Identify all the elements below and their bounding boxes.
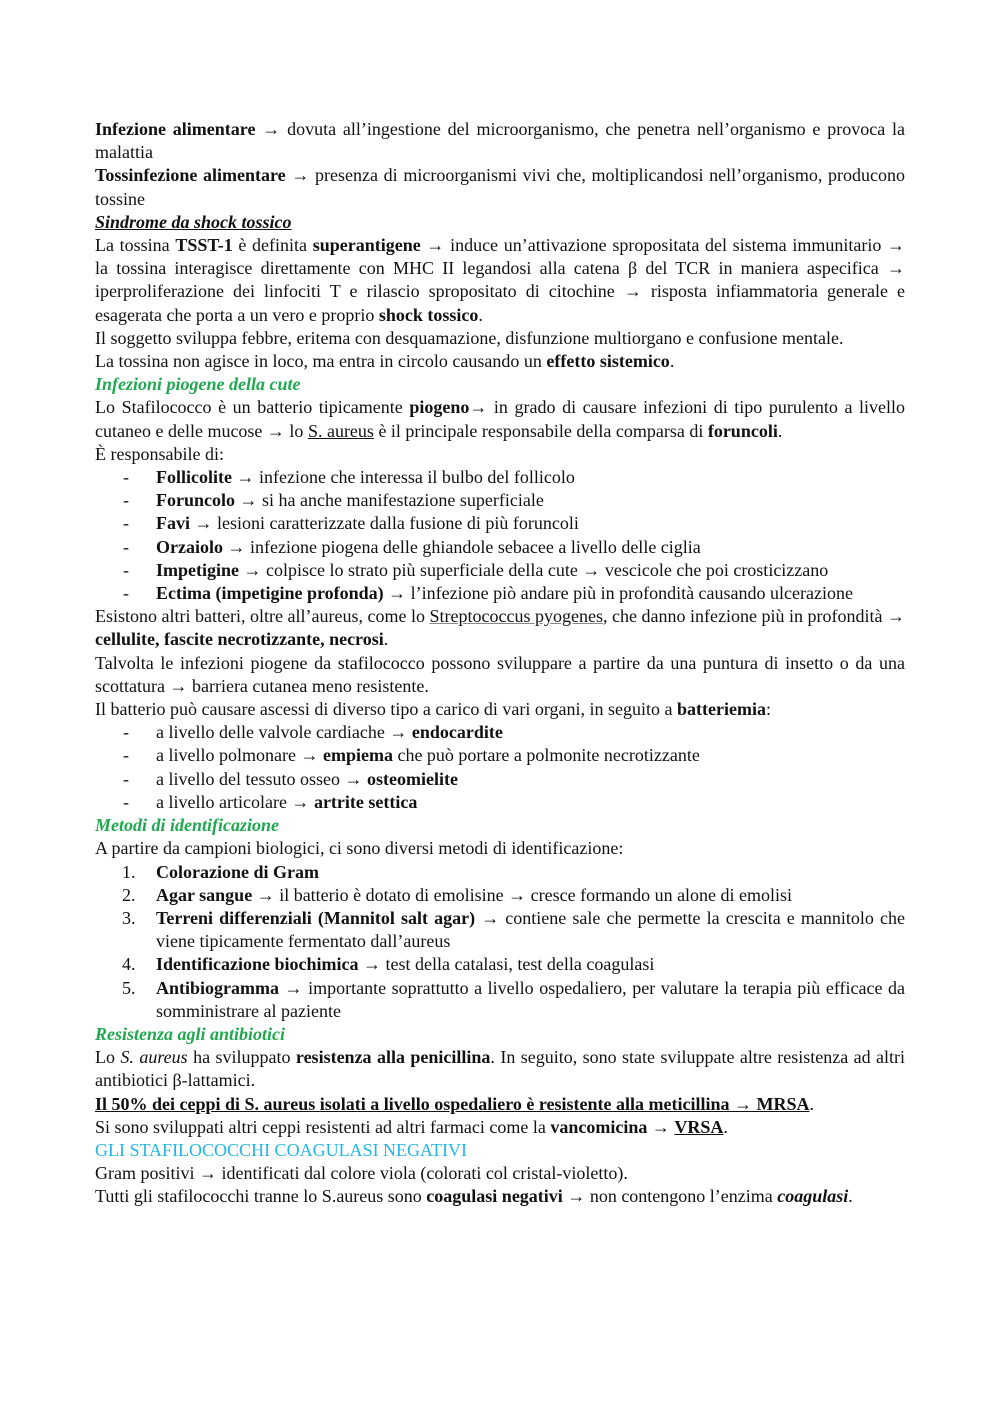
description: → infezione piogena delle ghiandole sebacee a livello delle ciglia [222, 536, 701, 557]
heading-infezioni-piogene: Infezioni piogene della cute [95, 374, 301, 395]
term: Terreni differenziali (Mannitol salt agar) [156, 907, 476, 928]
bold-text: piogeno [409, 397, 470, 418]
description: → lesioni caratterizzate dalla fusione di più foruncoli [190, 513, 579, 534]
list-item [95, 721, 905, 744]
description: a livello polmonare → [156, 745, 323, 766]
paragraph-penicillina [95, 1046, 905, 1092]
term: Foruncolo [156, 490, 235, 511]
term: empiema [322, 745, 393, 766]
text: Tutti gli stafilococchi tranne lo S.aureus sono [95, 1186, 427, 1207]
list-item [95, 512, 905, 535]
text: . [777, 420, 783, 441]
heading-coagulasi-negativi: GLI STAFILOCOCCHI COAGULASI NEGATIVI [95, 1139, 468, 1160]
list-item [95, 768, 905, 791]
list-item [95, 466, 905, 489]
bold-text: superantigene [312, 235, 421, 256]
dash-bullet: - [123, 791, 129, 812]
dash-bullet: - [123, 536, 129, 557]
definition: presenza di microorganismi vivi che, moltiplicandosi nell’organismo, producono tossine [95, 165, 905, 209]
bold-underlined-text: Il 50% dei ceppi di S. aureus isolati a livello ospedaliero è resistente alla meticillina → MRSA [95, 1093, 810, 1114]
underlined-text: S. aureus [307, 420, 374, 441]
bold-text: coagulasi negativi [426, 1186, 563, 1207]
paragraph-mrsa [95, 1093, 905, 1116]
arrow-icon: → [262, 119, 281, 139]
text: Esistono altri batteri, oltre all’aureus, come lo [95, 606, 430, 627]
heading-shock-tossico: Sindrome da shock tossico [95, 211, 292, 232]
text: : [765, 699, 771, 720]
dash-bullet: - [123, 467, 129, 488]
bold-text: TSST-1 [175, 235, 233, 256]
list-number: 3. [122, 907, 136, 928]
list-item [95, 536, 905, 559]
text: . [723, 1116, 728, 1137]
text: . [383, 629, 389, 650]
term: Agar sangue [156, 884, 253, 905]
description: a livello articolare → [156, 791, 314, 812]
definition: dovuta all’ingestione del microorganismo, che penetra nell’organismo e provoca la malattia [95, 119, 905, 163]
paragraph-streptococcus [95, 605, 905, 651]
text: . [669, 351, 675, 372]
underlined-text: Streptococcus pyogenes [429, 606, 603, 627]
list-item [95, 977, 905, 1023]
description: → test della catalasi, test della coagulasi [358, 954, 655, 975]
text: Si sono sviluppati altri ceppi resistenti ad altri farmaci come la [95, 1116, 551, 1137]
paragraph-puntura-insetto: Talvolta le infezioni piogene da stafilococco possono sviluppare a partire da una puntura di insetto o da una scottatura → barriera cutanea meno resistente. [95, 652, 905, 696]
term: osteomielite [366, 768, 458, 789]
text: . [478, 304, 483, 325]
description: → importante soprattutto a livello ospedaliero, per valutare la terapia più efficace da somministrare al paziente [156, 977, 905, 1021]
term: Orzaiolo [156, 536, 223, 557]
description: a livello del tessuto osseo → [156, 768, 367, 789]
description: → si ha anche manifestazione superficiale [235, 490, 544, 511]
list-ascessi [95, 721, 905, 814]
list-number: 2. [122, 884, 136, 905]
bold-text: cellulite, fascite necrotizzante, necrosi [95, 629, 384, 650]
description: → il batterio è dotato di emolisine → cresce formando un alone di emolisi [252, 884, 793, 905]
description: → contiene sale che permette la crescita e mannitolo che viene tipicamente fermentato dall’aureus [156, 907, 905, 952]
list-item [95, 744, 905, 767]
term: artrite settica [313, 791, 418, 812]
paragraph-coagulasi [95, 1185, 905, 1208]
text: Il batterio può causare ascessi di diverso tipo a carico di vari organi, in seguito a [95, 699, 677, 720]
bold-text: vancomicina [550, 1116, 648, 1137]
term: endocardite [411, 722, 503, 743]
paragraph-sintomi: Il soggetto sviluppa febbre, eritema con desquamazione, disfunzione multiorgano e confusione mentale. [95, 327, 844, 348]
paragraph-effetto-sistemico [95, 350, 905, 373]
term: Tossinfezione alimentare [95, 165, 286, 186]
description: a livello delle valvole cardiache → [156, 722, 412, 743]
paragraph-tsst1 [95, 234, 905, 327]
list-item [95, 861, 905, 884]
paragraph-campioni: A partire da campioni biologici, ci sono diversi metodi di identificazione: [95, 838, 624, 859]
description: → infezione che interessa il bulbo del follicolo [231, 467, 575, 488]
bold-text: batteriemia [677, 699, 766, 720]
term: Identificazione biochimica [156, 954, 359, 975]
term: Colorazione di Gram [156, 861, 319, 882]
italic-text: S. aureus [120, 1047, 188, 1068]
text: → [647, 1116, 675, 1137]
text: è definita [232, 235, 313, 256]
heading-resistenza-antibiotici: Resistenza agli antibiotici [95, 1023, 286, 1044]
term: Antibiogramma [156, 977, 279, 998]
bold-text: foruncoli [707, 420, 778, 441]
paragraph-ascessi [95, 698, 905, 721]
text: ha sviluppato [187, 1047, 296, 1068]
dash-bullet: - [123, 745, 129, 766]
bold-italic-text: coagulasi [777, 1186, 849, 1207]
document-page [95, 118, 905, 1209]
dash-bullet: - [123, 583, 129, 604]
list-item [95, 559, 905, 582]
bold-underlined-text: VRSA [674, 1116, 724, 1137]
dash-bullet: - [123, 722, 129, 743]
term: Follicolite [156, 467, 232, 488]
list-item [95, 489, 905, 512]
term: Impetigine [156, 559, 239, 580]
text: Lo [95, 1047, 121, 1068]
paragraph-vrsa [95, 1116, 905, 1139]
paragraph-tossinfezione [95, 164, 905, 210]
text: . In seguito, sono state sviluppate altre resistenza ad altri antibiotici β-lattamici. [95, 1047, 905, 1091]
list-item [95, 884, 905, 907]
list-item [95, 953, 905, 976]
list-metodi [95, 861, 905, 1023]
term: Ectima (impetigine profonda) [156, 583, 384, 604]
text: → in grado di causare infezioni di tipo purulento a livello cutaneo e delle mucose → lo [95, 397, 905, 441]
list-infezioni-cutanee [95, 466, 905, 605]
dash-bullet: - [123, 559, 129, 580]
list-number: 1. [122, 861, 136, 882]
list-item [95, 582, 905, 605]
text: → non contengono l’enzima [562, 1186, 778, 1207]
term: Favi [156, 513, 190, 534]
text: Lo Stafilococco è un batterio tipicamente [95, 397, 410, 418]
arrow-icon: → [291, 165, 310, 186]
paragraph-gram-positivi: Gram positivi → identificati dal colore viola (colorati col cristal-violetto). [95, 1163, 628, 1184]
text: La tossina non agisce in loco, ma entra in circolo causando un [95, 351, 547, 372]
paragraph-responsabile: È responsabile di: [95, 443, 224, 464]
description-tail: che può portare a polmonite necrotizzante [392, 745, 700, 766]
list-number: 5. [122, 977, 136, 998]
term: Infezione alimentare [95, 119, 256, 139]
list-item [95, 791, 905, 814]
bold-text: resistenza alla penicillina [295, 1047, 491, 1068]
paragraph-infezione-alimentare [95, 118, 905, 164]
text: . [809, 1093, 814, 1114]
heading-metodi-identificazione: Metodi di identificazione [95, 815, 279, 836]
description: → colpisce lo strato più superficiale della cute → vescicole che poi crosticizzano [239, 559, 829, 580]
text: La tossina [95, 235, 176, 256]
dash-bullet: - [123, 490, 129, 511]
list-number: 4. [122, 954, 136, 975]
text: . [848, 1186, 853, 1207]
text: , che danno infezione più in profondità → [602, 606, 905, 627]
text: è il principale responsabile della comparsa di [373, 420, 708, 441]
bold-text: shock tossico [378, 304, 479, 325]
text: → induce un’attivazione spropositata del sistema immunitario → la tossina interagisce direttamente con MHC II legandosi alla catena β del TCR in maniera aspecifica → iperproliferazione dei linfociti T e rilascio spropositato di citochine → risposta infiammatoria generale e esagerata che porta a un vero e proprio [95, 235, 906, 325]
list-item [95, 907, 905, 953]
bold-text: effetto sistemico [546, 351, 670, 372]
description: → l’infezione piò andare più in profondità causando ulcerazione [383, 583, 853, 604]
dash-bullet: - [123, 768, 129, 789]
paragraph-piogeno [95, 396, 905, 442]
dash-bullet: - [123, 513, 129, 534]
